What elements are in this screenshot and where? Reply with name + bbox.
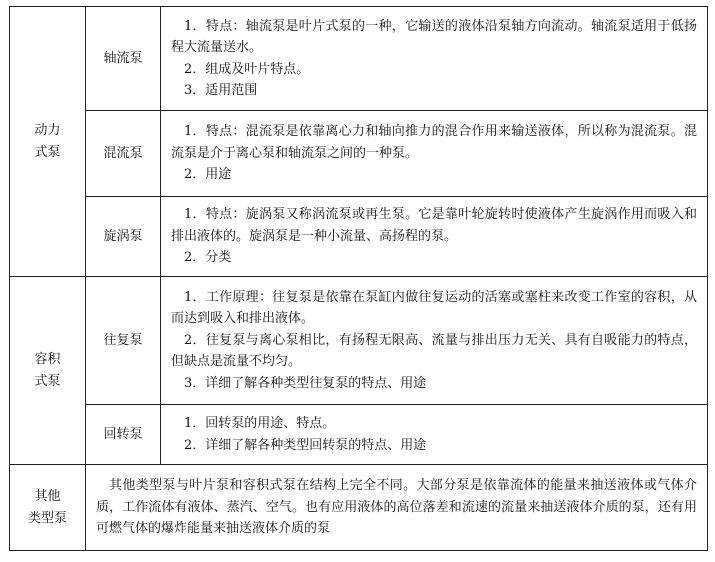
other-pumps-text: 其他类型泵与叶片泵和容积式泵在结构上完全不同。大部分泵是依靠流体的能量来抽送液体或气体介质，工作流体有液体、蒸汽、空气。也有应用液体的高位落差和流速的流量来抽送液体介质的泵，还有用可燃气体的爆炸能量来抽送液体介质的泵: [96, 478, 697, 537]
desc-line: 2．往复泵与离心泵相比，有扬程无限高、流量与排出压力无关、具有自吸能力的特点，但缺点是流量不均匀。: [171, 332, 697, 370]
desc-line: 2．用途: [184, 167, 232, 183]
table-row: [10, 277, 708, 405]
desc-line: 1．回转泵的用途、特点。: [184, 416, 336, 431]
pump-name-mixed-flow: 混流泵: [86, 111, 161, 197]
pump-name-vortex: 旋涡泵: [86, 197, 161, 277]
desc-line: 1．特点：旋涡泵又称涡流泵或再生泵。它是靠叶轮旋转时使液体产生旋涡作用而吸入和排出液体的。旋涡泵是一种小流量、高扬程的泵。: [171, 207, 697, 244]
category-cell-dynamic: [10, 7, 86, 277]
category-label-line: 其他: [34, 489, 61, 504]
pump-types-table: [9, 6, 708, 551]
category-label-line: 动力: [34, 123, 61, 138]
pump-name-axial: 轴流泵: [86, 7, 161, 111]
pump-name-reciprocating: 往复泵: [86, 277, 161, 405]
pump-desc-reciprocating: [161, 277, 708, 405]
pump-name-rotary: 回转泵: [86, 405, 161, 465]
other-pumps-desc: [86, 465, 708, 551]
table-row: [10, 405, 708, 465]
pump-desc-axial: [161, 7, 708, 111]
category-label-line: 类型泵: [27, 510, 67, 526]
desc-line: 2．组成及叶片特点。: [184, 61, 310, 77]
category-cell-other: [10, 465, 86, 551]
pump-desc-mixed-flow: [161, 111, 708, 197]
pump-desc-vortex: [161, 197, 708, 277]
desc-line: 3．详细了解各种类型往复泵的特点、用途: [184, 375, 427, 391]
desc-line: 2．详细了解各种类型回转泵的特点、用途: [184, 437, 427, 453]
desc-line: 1．特点：混流泵是依靠离心力和轴向推力的混合作用来输送液体，所以称为混流泵。混流泵是介于离心泵和轴流泵之间的一种泵。: [171, 124, 697, 161]
category-label-line: 式泵: [34, 144, 61, 160]
desc-line: 1．特点：轴流泵是叶片式泵的一种，它输送的液体沿泵轴方向流动。轴流泵适用于低扬程大流量送水。: [171, 18, 697, 55]
table-row: [10, 111, 708, 197]
table-row: [10, 197, 708, 277]
category-cell-positive-displacement: [10, 277, 86, 465]
desc-line: 2．分类: [184, 250, 232, 266]
table-row: [10, 7, 708, 111]
desc-line: 3．适用范围: [184, 83, 258, 98]
category-label-line: 容积: [34, 352, 61, 367]
table-row: [10, 465, 708, 551]
pump-desc-rotary: [161, 405, 708, 465]
category-label-line: 式泵: [34, 373, 61, 389]
desc-line: 1．工作原理：往复泵是依靠在泵缸内做往复运动的活塞或塞柱来改变工作室的容积，从而达到吸入和排出液体。: [171, 289, 697, 327]
